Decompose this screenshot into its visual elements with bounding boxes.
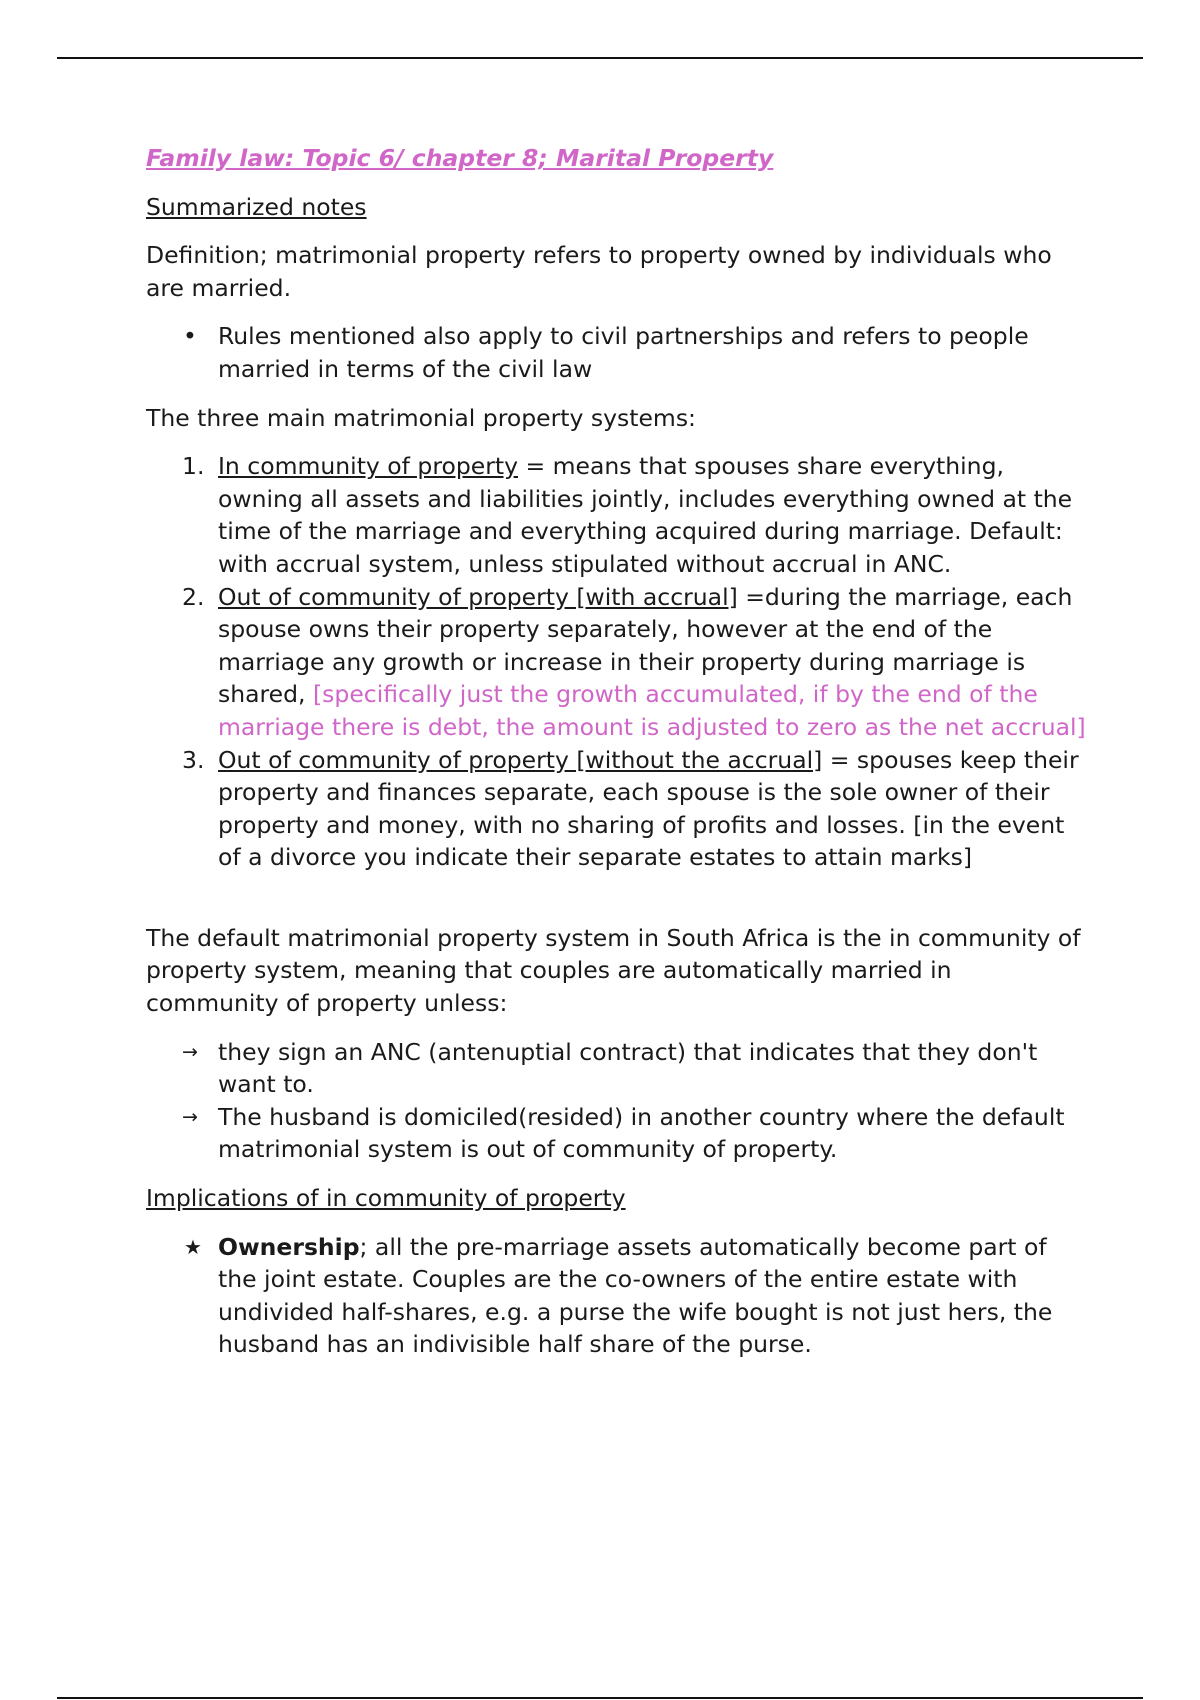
systems-list [146, 450, 1090, 874]
system-term: In community of property [218, 452, 519, 481]
arrow-list [146, 1036, 1090, 1166]
page-bottom-rule [57, 1697, 1143, 1699]
system-note: [specifically just the growth accumulated, if by the end of the marriage there is debt, the amount is adjusted to zero as the net accrual] [218, 680, 1086, 741]
item-number: 3. [182, 745, 205, 774]
system-term: Out of community of property [with accrual] [218, 582, 738, 611]
star-list [146, 1231, 1090, 1361]
arrow-text: they sign an ANC (antenuptial contract) that indicates that they don't want to. [218, 1037, 1038, 1099]
list-item [146, 450, 1090, 580]
bullet-icon: • [183, 322, 197, 351]
list-item [146, 320, 1090, 385]
item-number: 2. [182, 582, 205, 611]
document-body [146, 142, 1090, 1377]
bullet-text: Rules mentioned also apply to civil partnerships and refers to people married in terms of the civil law [218, 322, 1029, 383]
list-item [146, 1101, 1090, 1166]
system-text: = means that spouses share everything, owning all assets and liabilities jointly, includes everything owned at the time of the marriage and everything acquired during marriage. Default: with accrual system, unless stipulated without accrual in ANC. [218, 452, 1073, 578]
list-item [146, 1036, 1090, 1101]
item-number: 1. [182, 452, 205, 481]
definition-paragraph: Definition; matrimonial property refers to property owned by individuals who are married. [146, 241, 1052, 302]
star-icon: ★ [184, 1234, 202, 1259]
system-term: Out of community of property [without the accrual] [218, 745, 823, 774]
list-item [146, 1231, 1090, 1361]
system-text: = spouses keep their property and finances separate, each spouse is the sole owner of their property and money, with no sharing of profits and losses. [in the event of a divorce you indicate their separate estates to attain marks] [218, 745, 1079, 872]
ownership-text: ; all the pre-marriage assets automatically become part of the joint estate. Couples are the co-owners of the entire estate with undivided half-shares, e.g. a purse the wife bought is not just hers, the husband has an indivisible half share of the purse. [218, 1232, 1053, 1359]
default-paragraph: The default matrimonial property system in South Africa is the in community of property system, meaning that couples are automatically married in community of property unless: [146, 923, 1081, 1018]
ownership-term: Ownership [218, 1232, 360, 1261]
subtitle: Summarized notes [146, 192, 367, 221]
bullet-list [146, 320, 1090, 385]
arrow-text: The husband is domiciled(resided) in another country where the default matrimonial system is out of community of property. [218, 1102, 1065, 1164]
system-text: =during the marriage, each spouse owns their property separately, however at the end of the marriage any growth or increase in their property during marriage is shared, [218, 582, 1073, 709]
arrow-icon: → [182, 1105, 198, 1128]
list-item [146, 744, 1090, 874]
implications-heading: Implications of in community of property [146, 1184, 626, 1213]
arrow-icon: → [182, 1040, 198, 1063]
page-top-rule [57, 57, 1143, 59]
document-title: Family law: Topic 6/ chapter 8; Marital Property [146, 144, 774, 172]
systems-intro: The three main matrimonial property systems: [146, 403, 696, 432]
list-item [146, 581, 1090, 744]
